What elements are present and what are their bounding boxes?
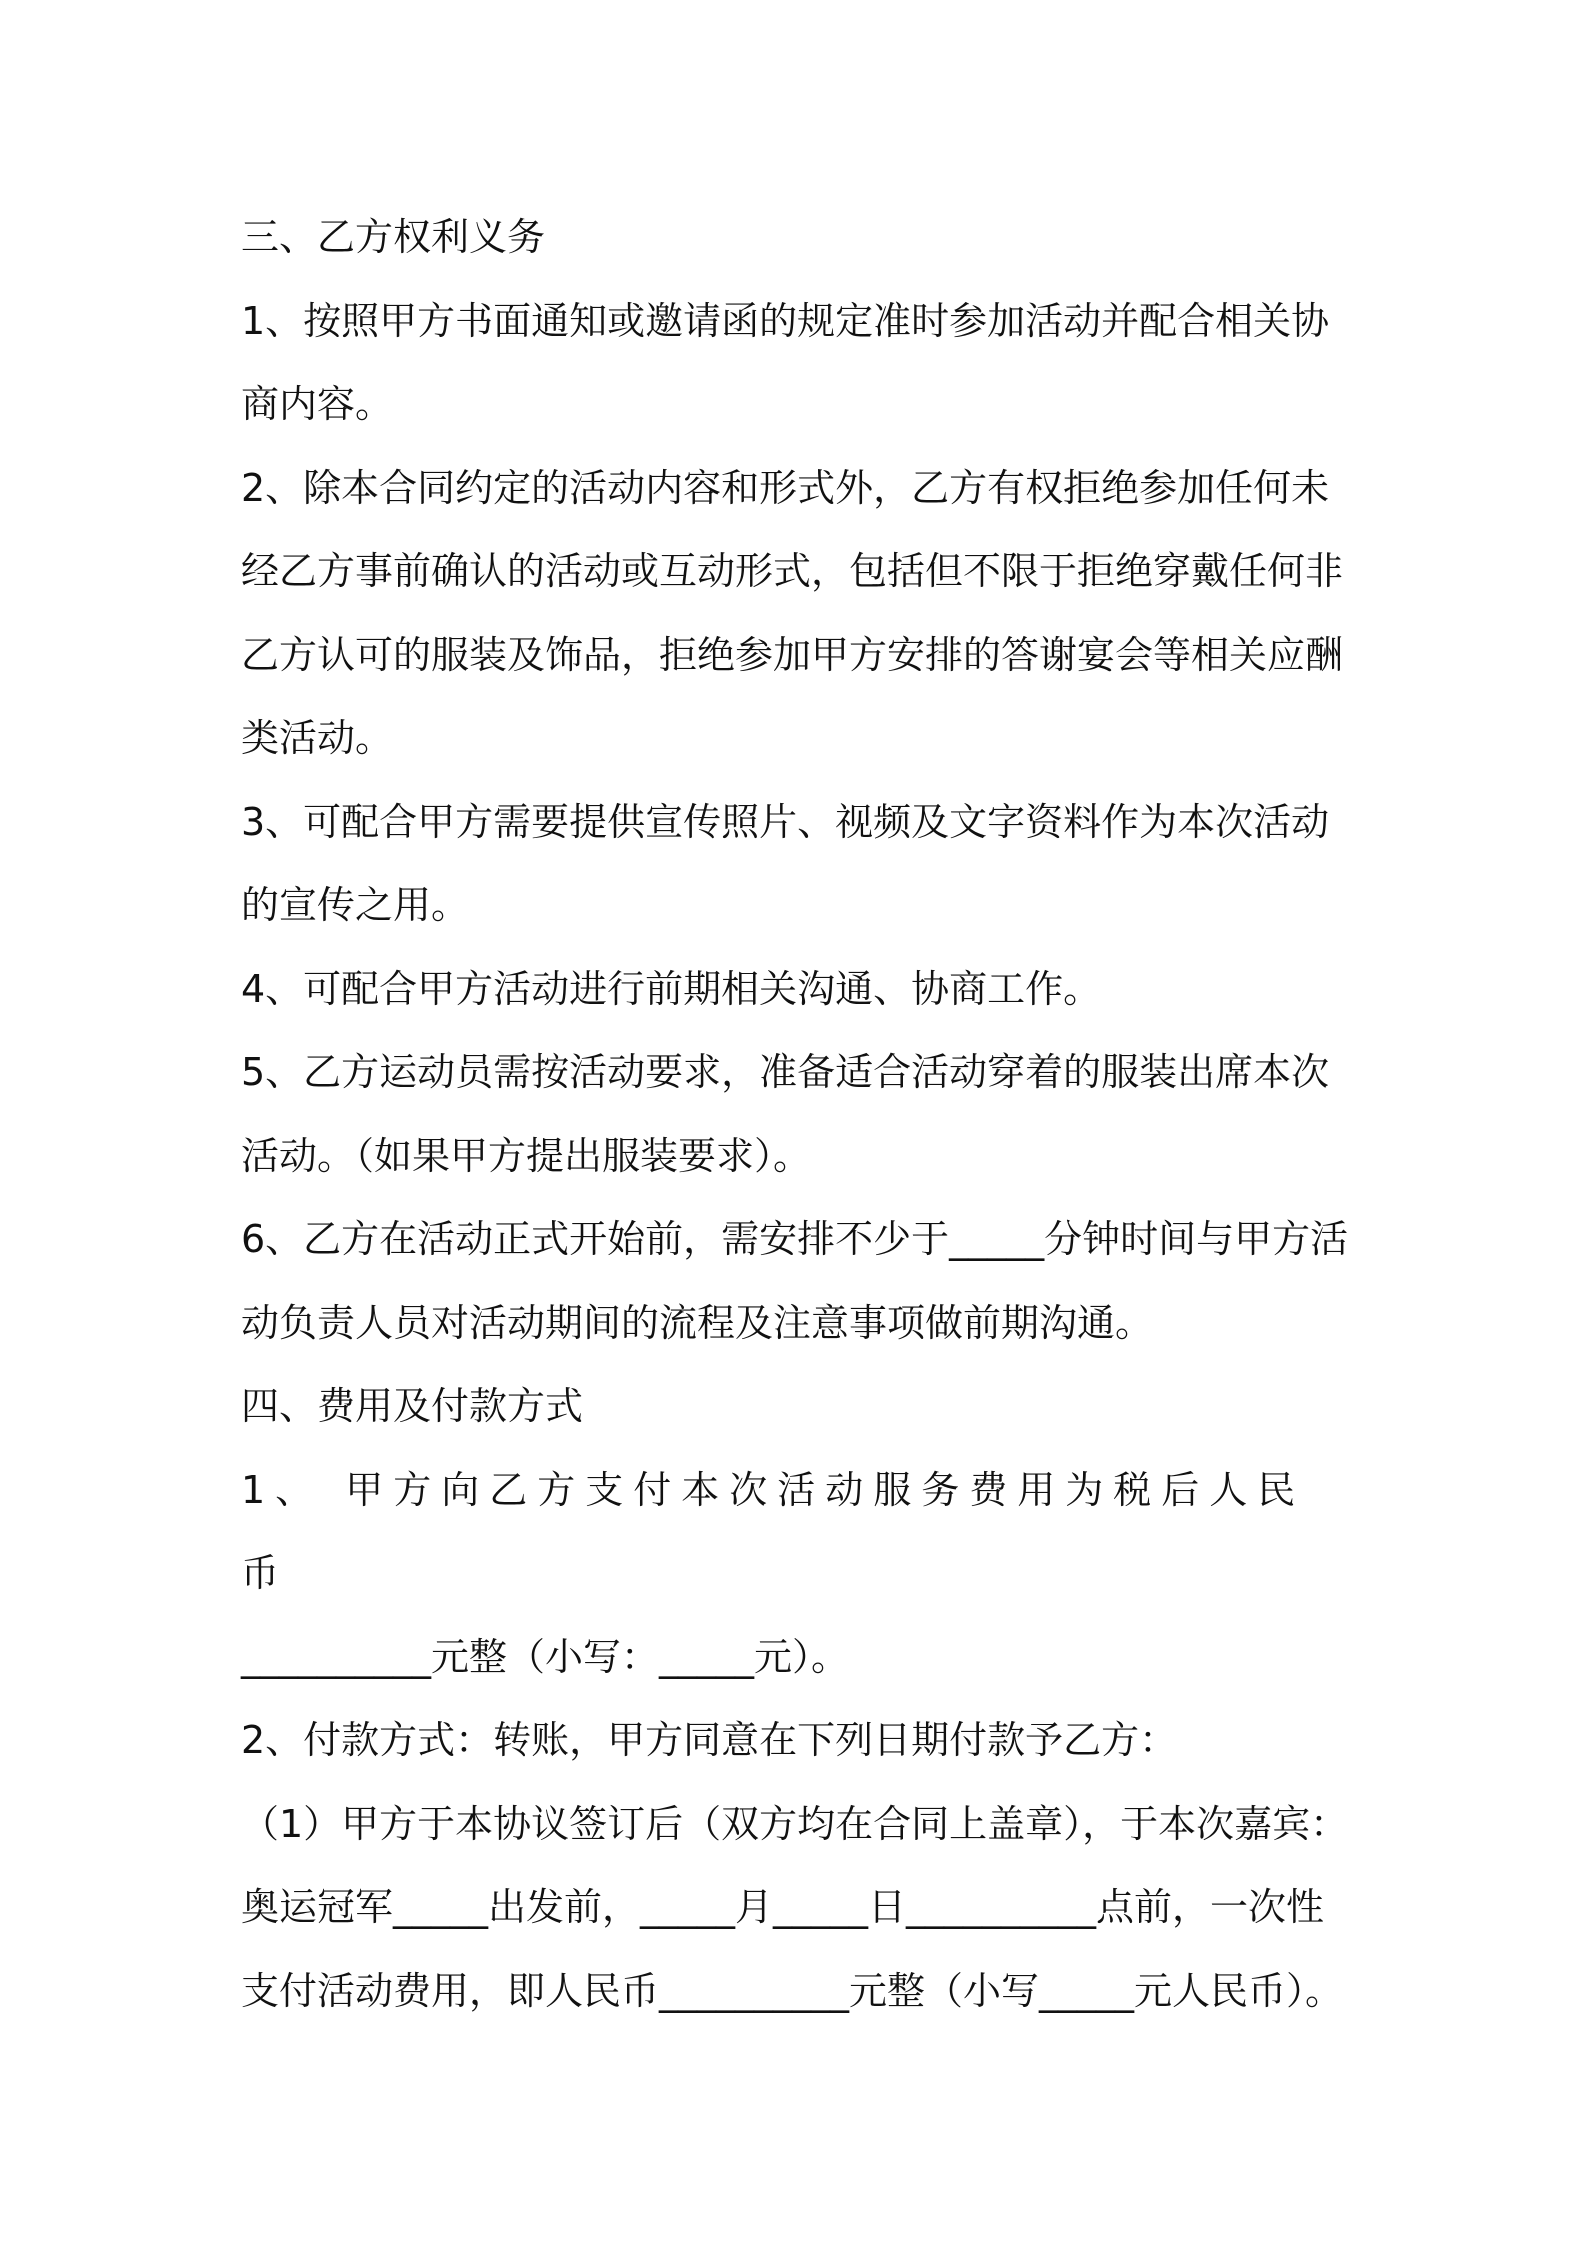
section-4-heading: 四、费用及付款方式	[241, 1384, 584, 1428]
document-body	[241, 196, 1351, 2033]
section-3-heading: 三、乙方权利义务	[241, 215, 546, 259]
clause-3-3: 3、可配合甲方需要提供宣传照片、视频及文字资料作为本次活动的宣传之用。	[241, 799, 1330, 927]
clause-4-1-line-2: __________元整（小写：_____元）。	[241, 1634, 850, 1679]
clause-3-2: 2、除本合同约定的活动内容和形式外，乙方有权拒绝参加任何未经乙方事前确认的活动或互动形式，包括但不限于拒绝穿戴任何非乙方认可的服装及饰品，拒绝参加甲方安排的答谢宴会等相关应酬类活动。	[241, 465, 1344, 760]
clause-3-1: 1、按照甲方书面通知或邀请函的规定准时参加活动并配合相关协商内容。	[241, 298, 1330, 426]
clause-3-5: 5、乙方运动员需按活动要求，准备适合活动穿着的服装出席本次活动。（如果甲方提出服装要求）。	[241, 1050, 1330, 1178]
clause-4-2-1: （1）甲方于本协议签订后（双方均在合同上盖章），于本次嘉宾：奥运冠军_____出发前，_____月_____日__________点前，一次性支付活动费用，即人民币__________元整（小写_____元人民币）。	[241, 1801, 1349, 2013]
clause-3-6: 6、乙方在活动正式开始前，需安排不少于_____分钟时间与甲方活动负责人员对活动期间的流程及注意事项做前期沟通。	[241, 1217, 1349, 1345]
clause-4-1-line-1: 1、 甲方向乙方支付本次活动服务费用为税后人民币	[241, 1467, 1306, 1595]
clause-4-2: 2、付款方式：转账，甲方同意在下列日期付款予乙方：	[241, 1718, 1178, 1762]
clause-3-4: 4、可配合甲方活动进行前期相关沟通、协商工作。	[241, 966, 1102, 1011]
